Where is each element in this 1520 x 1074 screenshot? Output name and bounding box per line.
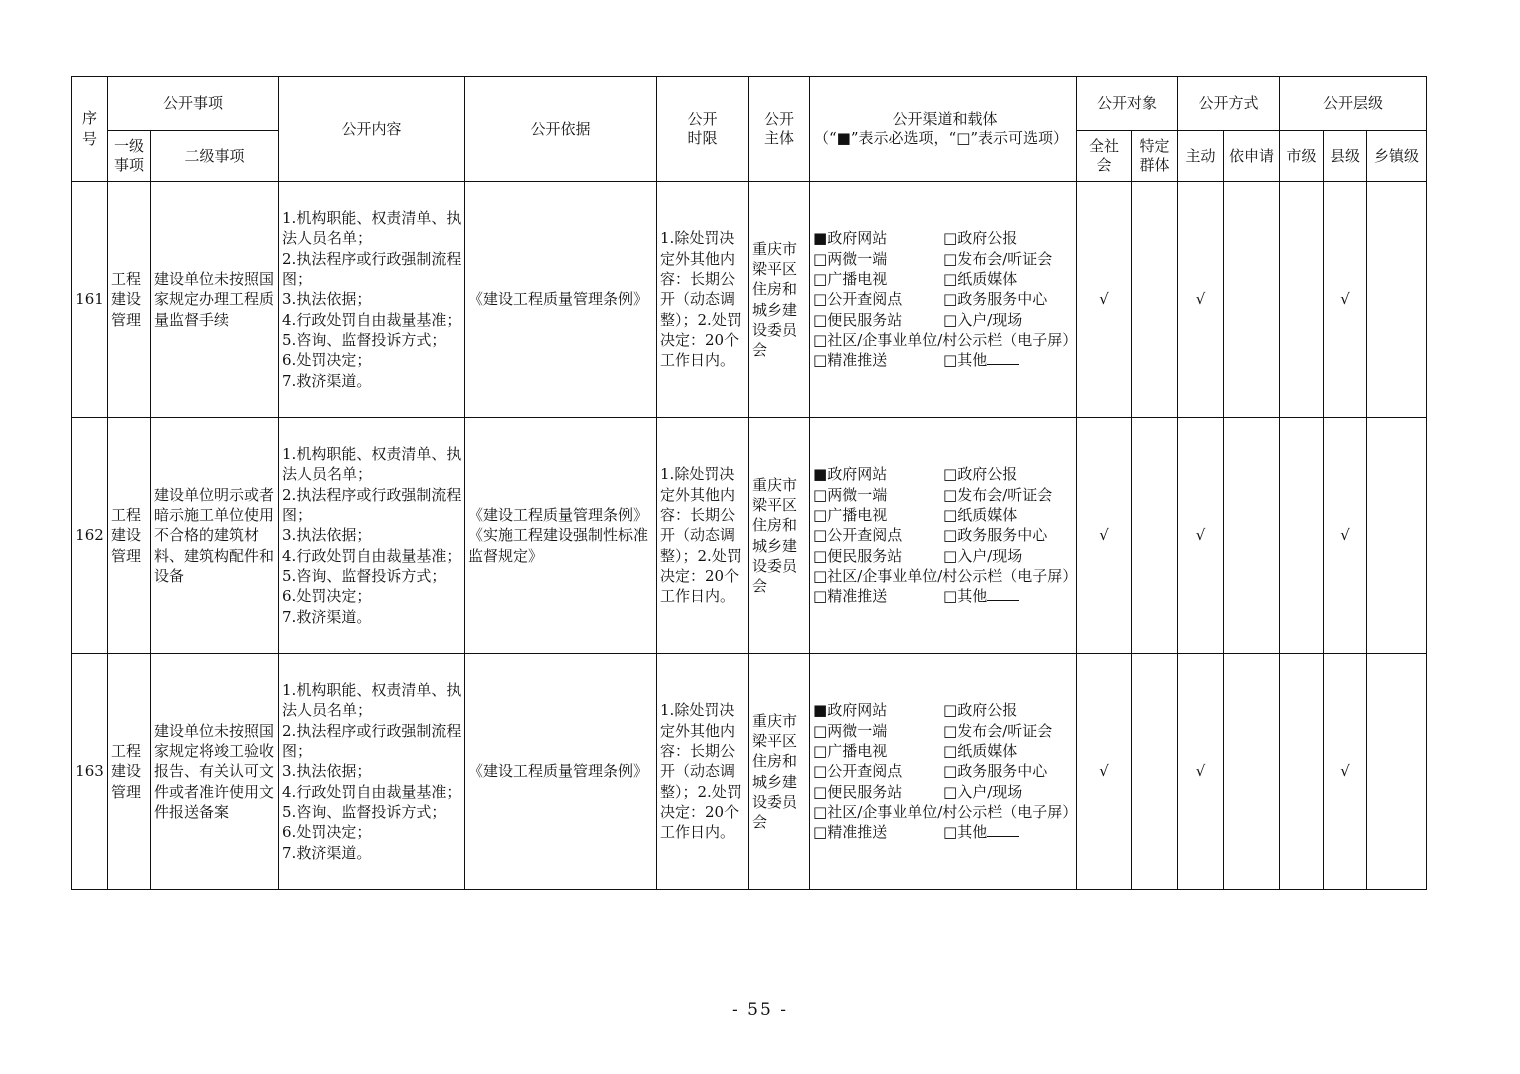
channel-option: □两微一端	[813, 485, 888, 504]
channel-option: □发布会/听证会	[943, 249, 1053, 268]
row-mode-active: √	[1178, 418, 1224, 654]
other-blank-line	[987, 588, 1019, 601]
row-target-all: √	[1077, 654, 1132, 890]
row-level-city	[1280, 182, 1324, 418]
content-item: 7.救济渠道。	[282, 843, 372, 862]
channel-option: □公开查阅点	[813, 290, 903, 309]
row-mode-apply	[1224, 182, 1280, 418]
content-item: 7.救济渠道。	[282, 607, 372, 626]
channel-option: □其他	[943, 351, 988, 370]
channel-option: □公开查阅点	[813, 762, 903, 781]
row-target-group	[1132, 182, 1178, 418]
content-item: 3.执法依据；	[282, 290, 372, 309]
channel-option: ■政府网站	[813, 701, 888, 720]
channel-option: □政务服务中心	[943, 290, 1048, 309]
header-matter: 公开事项	[108, 77, 279, 131]
content-item: 7.救济渠道。	[282, 371, 372, 390]
row-mode-active: √	[1178, 654, 1224, 890]
header-level-town: 乡镇级	[1367, 131, 1427, 182]
row-channels	[810, 418, 1077, 654]
row-level1: 工程建设管理	[108, 182, 151, 418]
table-row	[72, 654, 1427, 890]
row-level2: 建设单位未按照国家规定将竣工验收报告、有关认可文件或者准许使用文件报送备案	[151, 654, 279, 890]
channel-option: □精准推送	[813, 351, 888, 370]
channel-option: □社区/企事业单位/村公示栏（电子屏）	[813, 566, 1078, 585]
row-seq: 161	[72, 182, 108, 418]
row-level1: 工程建设管理	[108, 654, 151, 890]
channel-option: □政府公报	[943, 701, 1018, 720]
header-seq	[72, 77, 108, 182]
channel-option: □纸质媒体	[943, 742, 1018, 761]
row-level1: 工程建设管理	[108, 418, 151, 654]
disclosure-table	[71, 76, 1427, 890]
channel-option: □便民服务站	[813, 782, 903, 801]
row-target-all: √	[1077, 418, 1132, 654]
row-level-city	[1280, 654, 1324, 890]
channel-option: □社区/企事业单位/村公示栏（电子屏）	[813, 802, 1078, 821]
row-level-town	[1367, 182, 1427, 418]
channel-option: □广播电视	[813, 742, 888, 761]
other-blank-line	[987, 352, 1019, 365]
channel-option: □政务服务中心	[943, 526, 1048, 545]
channel-option: □其他	[943, 823, 988, 842]
channel-option: □便民服务站	[813, 310, 903, 329]
table-row	[72, 418, 1427, 654]
row-channels	[810, 654, 1077, 890]
channel-option: □其他	[943, 587, 988, 606]
content-item: 4.行政处罚自由裁量基准；	[282, 782, 462, 801]
row-level-town	[1367, 418, 1427, 654]
row-limit: 1.除处罚决定外其他内容：长期公开（动态调整）；2.处罚决定：20个工作日内。	[657, 182, 749, 418]
channel-option: □便民服务站	[813, 546, 903, 565]
table-body	[72, 182, 1427, 890]
channel-option: ■政府网站	[813, 229, 888, 248]
header-channel-title: 公开渠道和载体	[892, 110, 998, 128]
header-level-city: 市级	[1280, 131, 1324, 182]
row-seq: 162	[72, 418, 108, 654]
row-mode-active: √	[1178, 182, 1224, 418]
channel-option: □公开查阅点	[813, 526, 903, 545]
row-basis: 《建设工程质量管理条例》	[465, 654, 657, 890]
row-level-county: √	[1324, 654, 1367, 890]
channel-option: □政府公报	[943, 229, 1018, 248]
content-item: 3.执法依据；	[282, 526, 372, 545]
header-target-all-label: 全社会	[1089, 137, 1120, 174]
header-basis: 公开依据	[465, 77, 657, 182]
header-target: 公开对象	[1077, 77, 1178, 131]
table-row	[72, 182, 1427, 418]
header-mode: 公开方式	[1178, 77, 1280, 131]
channel-option: □两微一端	[813, 721, 888, 740]
row-target-group	[1132, 418, 1178, 654]
header-seq-label: 序号	[81, 109, 97, 148]
header-level-county: 县级	[1324, 131, 1367, 182]
channel-option: □政务服务中心	[943, 762, 1048, 781]
header-mode-apply: 依申请	[1224, 131, 1280, 182]
content-item: 6.处罚决定；	[282, 351, 372, 370]
row-subject: 重庆市梁平区住房和城乡建设委员会	[749, 418, 810, 654]
row-level-county: √	[1324, 418, 1367, 654]
channel-option: □精准推送	[813, 823, 888, 842]
channel-option: □发布会/听证会	[943, 485, 1053, 504]
row-limit: 1.除处罚决定外其他内容：长期公开（动态调整）；2.处罚决定：20个工作日内。	[657, 418, 749, 654]
header-subject-label: 公开主体	[764, 110, 795, 147]
content-item: 4.行政处罚自由裁量基准；	[282, 546, 462, 565]
channel-option: □政府公报	[943, 465, 1018, 484]
header-target-group	[1132, 131, 1178, 182]
header-level1-label: 一级事项	[113, 137, 144, 174]
channel-option: □精准推送	[813, 587, 888, 606]
page-number: - 55 -	[732, 1000, 788, 1020]
content-item: 1.机构职能、权责清单、执法人员名单；	[282, 681, 462, 720]
channel-option: ■政府网站	[813, 465, 888, 484]
header-subject	[749, 77, 810, 182]
channel-option: □入户/现场	[943, 310, 1023, 329]
channel-option: □发布会/听证会	[943, 721, 1053, 740]
row-target-all: √	[1077, 182, 1132, 418]
header-mode-active: 主动	[1178, 131, 1224, 182]
header-limit-label: 公开时限	[687, 110, 718, 147]
row-basis: 《建设工程质量管理条例》	[465, 182, 657, 418]
content-item: 5.咨询、监督投诉方式；	[282, 566, 447, 585]
header-channel-note: （“■”表示必选项，“□”表示可选项）	[814, 129, 1069, 147]
content-item: 5.咨询、监督投诉方式；	[282, 330, 447, 349]
header-limit	[657, 77, 749, 182]
row-mode-apply	[1224, 418, 1280, 654]
other-blank-line	[987, 824, 1019, 837]
content-item: 5.咨询、监督投诉方式；	[282, 802, 447, 821]
content-item: 4.行政处罚自由裁量基准；	[282, 310, 462, 329]
content-item: 1.机构职能、权责清单、执法人员名单；	[282, 445, 462, 484]
header-target-all	[1077, 131, 1132, 182]
channel-option: □社区/企事业单位/村公示栏（电子屏）	[813, 330, 1078, 349]
content-item: 1.机构职能、权责清单、执法人员名单；	[282, 209, 462, 248]
row-level2: 建设单位明示或者暗示施工单位使用不合格的建筑材料、建筑构配件和设备	[151, 418, 279, 654]
row-mode-apply	[1224, 654, 1280, 890]
row-content	[279, 654, 465, 890]
row-basis: 《建设工程质量管理条例》《实施工程建设强制性标准监督规定》	[465, 418, 657, 654]
channel-option: □纸质媒体	[943, 506, 1018, 525]
row-content	[279, 182, 465, 418]
row-level2: 建设单位未按照国家规定办理工程质量监督手续	[151, 182, 279, 418]
content-item: 6.处罚决定；	[282, 587, 372, 606]
content-item: 2.执法程序或行政强制流程图；	[282, 249, 462, 289]
row-level-town	[1367, 654, 1427, 890]
row-subject: 重庆市梁平区住房和城乡建设委员会	[749, 654, 810, 890]
header-level2: 二级事项	[151, 131, 279, 182]
content-item: 6.处罚决定；	[282, 823, 372, 842]
channel-option: □广播电视	[813, 270, 888, 289]
row-limit: 1.除处罚决定外其他内容：长期公开（动态调整）；2.处罚决定：20个工作日内。	[657, 654, 749, 890]
header-channel	[810, 77, 1077, 182]
content-item: 2.执法程序或行政强制流程图；	[282, 721, 462, 761]
row-channels	[810, 182, 1077, 418]
row-target-group	[1132, 654, 1178, 890]
row-level-city	[1280, 418, 1324, 654]
content-item: 2.执法程序或行政强制流程图；	[282, 485, 462, 525]
channel-option: □入户/现场	[943, 782, 1023, 801]
row-subject: 重庆市梁平区住房和城乡建设委员会	[749, 182, 810, 418]
content-item: 3.执法依据；	[282, 762, 372, 781]
row-content	[279, 418, 465, 654]
channel-option: □两微一端	[813, 249, 888, 268]
row-seq: 163	[72, 654, 108, 890]
header-level1	[108, 131, 151, 182]
header-target-group-label: 特定群体	[1139, 137, 1170, 174]
header-level: 公开层级	[1280, 77, 1427, 131]
channel-option: □入户/现场	[943, 546, 1023, 565]
channel-option: □广播电视	[813, 506, 888, 525]
row-level-county: √	[1324, 182, 1367, 418]
header-content: 公开内容	[279, 77, 465, 182]
channel-option: □纸质媒体	[943, 270, 1018, 289]
